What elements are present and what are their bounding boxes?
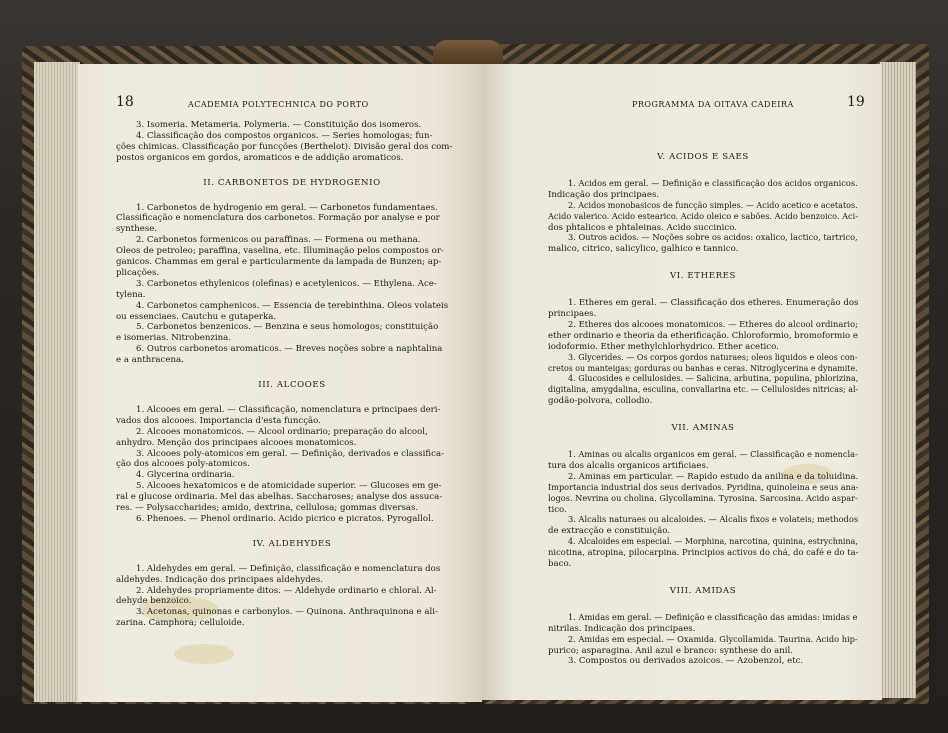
text-line: 3. Alcooes poly-atomicos em geral. — Definição, derivados e classifica-: [136, 448, 445, 459]
text-line: 2. Etheres dos alcooes monatomicos. — Etheres do alcool ordinario;: [568, 319, 858, 330]
text-line: 1. Aminas ou alcalis organicos em geral. — Classificação e nomencla-: [568, 450, 858, 460]
text-line: ether ordinario e theoria da etherificação. Chloroformio, bromoformio e: [548, 330, 858, 341]
text-line: nicotina, atropina, pilocarpina. Principios activos do chá, do café e do ta-: [548, 548, 859, 559]
section-heading: V. ACIDOS E SAES: [657, 152, 749, 162]
section-heading: VI. ETHERES: [669, 271, 737, 282]
text-line: 1. Aldehydes em geral. — Definição, classificação e nomenclatura dos: [136, 563, 441, 574]
text-line: iodoformio. Ether methylchlorhydrico. Ether acetico.: [548, 341, 779, 352]
text-line: malico, citrico, salicylico, galhico e tannico.: [548, 244, 739, 255]
text-line: 1. Amidas em geral. — Definição e classificação das amidas: imidas e: [568, 612, 858, 623]
text-line: 3. Compostos ou derivados azoicos. — Azobenzol, etc.: [568, 656, 804, 667]
text-line: zarina. Camphora; celluloide.: [116, 618, 245, 629]
text-line: 2. Aminas em particular. — Rapido estudo da anilina e da toluidina.: [568, 471, 859, 482]
text-line: postos organicos em gordos, aromaticos e de addição aromaticos.: [116, 152, 404, 163]
text-line: 2. Aldehydes propriamente ditos. — Aldehyde ordinario e chloral. Al-: [136, 585, 437, 596]
text-line: 5. Alcooes hexatomicos e de atomicidade superior. — Glucoses em ge-: [136, 481, 442, 492]
text-line: tylena.: [116, 289, 146, 300]
foxing-stain: [174, 644, 234, 664]
text-line: 2. Amidas em especial. — Oxamida. Glycollamida. Taurina. Acido hip-: [568, 634, 858, 645]
section-heading: II. CARBONETOS DE HYDROGENIO: [203, 177, 381, 188]
running-head-right: PROGRAMMA DA OITAVA CADEIRA: [632, 100, 794, 109]
text-line: 4. Alcaloides em especial. — Morphina, narcotina, quinina, estrychnina,: [568, 537, 858, 548]
text-line: nitrilas. Indicação dos principaes.: [548, 623, 696, 634]
text-line: ganicos. Chammas em geral e particularmente da lampada de Bunzen; ap-: [116, 257, 442, 267]
text-line: 2. Acidos monobasicos de funcção simples. — Acido acetico e acetatos.: [568, 200, 858, 211]
text-line: 3. Isomeria. Metameria. Polymeria. — Constituição dos isomeros.: [136, 120, 422, 130]
text-line: 6. Phenoes. — Phenol ordinario. Acido picrico e picratos. Pyrogallol.: [136, 513, 434, 524]
text-line: 1. Etheres em geral. — Classificação dos etheres. Enumeração dos: [568, 298, 859, 309]
text-line: purico; asparagina. Anil azul e branco: synthese do anil.: [548, 645, 793, 656]
text-line: e a anthracena.: [116, 355, 184, 366]
text-line: tico.: [548, 504, 567, 515]
text-line: godão-polvora, collodio.: [548, 396, 653, 407]
text-line: anhydro. Menção dos principaes alcooes monatomicos.: [116, 437, 357, 448]
text-line: vados dos alcooes. Importancia d'esta funcção.: [116, 415, 321, 426]
section-heading: III. ALCOOES: [258, 380, 326, 390]
text-line: ral e glucose ordinaria. Mel das abelhas. Saccharoses; analyse dos assuca-: [116, 492, 443, 503]
book-spine: [433, 40, 503, 66]
right-page: [482, 64, 882, 700]
text-line: dos phtalicos e phtaleinas. Acido succinico.: [548, 222, 737, 233]
text-line: ou essenciaes. Cautchu e gutaperka.: [116, 311, 277, 322]
section-heading: IV. ALDEHYDES: [252, 538, 332, 549]
text-line: Oleos de petroleo; paraffina, vaselina, etc. Illuminação pelos compostos or-: [116, 246, 444, 257]
page-number-right: 19: [847, 94, 865, 110]
left-page: [78, 64, 482, 702]
text-line: Indicação dos principaes.: [548, 189, 660, 200]
text-line: Importancia industrial dos seus derivados. Pyridina, quinoleina e seus ana-: [548, 482, 859, 493]
text-line: 3. Alcalis naturaes ou alcaloides. — Alcalis fixos e volateis; methodos: [568, 515, 859, 526]
text-line: 1. Carbonetos de hydrogenio em geral. — Carbonetos fundamentaes.: [136, 202, 438, 213]
text-line: ções chimicas. Classificação por funcções (Berthelot). Divisão geral dos com-: [116, 141, 453, 152]
text-line: tura dos alcalis organicos artificiaes.: [548, 460, 709, 471]
text-line: Acido valerico. Acido estearico. Acido oleico e sabões. Acido benzoico. Aci-: [548, 211, 859, 222]
text-line: 3. Glycerides. — Os corpos gordos naturaes; oleos liquidos e oleos con-: [568, 352, 858, 363]
text-line: 6. Outros carbonetos aromaticos. — Breves noções sobre a naphtalina: [136, 344, 443, 355]
text-line: Classificação e nomenclatura dos carbonetos. Formação por analyse e por: [116, 213, 440, 224]
text-line: dehyde benzoico.: [116, 596, 192, 607]
text-line: synthese.: [116, 224, 158, 235]
text-line: 5. Carbonetos benzenicos. — Benzina e seus homologos; constituição: [136, 322, 439, 333]
text-line: de extracção e constituição.: [548, 526, 670, 537]
text-line: ção dos alcooes poly-atomicos.: [116, 459, 250, 470]
text-line: baco.: [548, 559, 572, 569]
text-line: 1. Alcooes em geral. — Classificação, nomenclatura e principaes deri-: [136, 404, 441, 415]
text-line: 4. Glucosides e cellulosides. — Salicina, arbutina, populina, phlorizina,: [568, 374, 859, 385]
text-line: 4. Carbonetos camphenicos. — Essencia de terebinthina. Oleos volateis: [136, 300, 449, 311]
running-head-left: ACADEMIA POLYTECHNICA DO PORTO: [188, 100, 369, 109]
text-line: 2. Carbonetos formenicos ou paraffinas. — Formena ou methana.: [136, 235, 421, 246]
text-line: 2. Alcooes monatomicos. — Alcool ordinario; preparação do alcool,: [136, 426, 428, 437]
text-line: digitalina, amygdalina, esculina, convallarina etc. — Cellulosides nitricas; al-: [548, 385, 859, 396]
text-line: 4. Glycerina ordinaria.: [136, 470, 235, 481]
text-line: 3. Carbonetos ethylenicos (olefinas) e acetylenicos. — Ethylena. Ace-: [136, 278, 437, 289]
text-line: 3. Outros acidos. — Noções sobre os acidos: oxalico, lactico, tartrico,: [568, 233, 858, 244]
page-number-left: 18: [116, 94, 134, 110]
text-line: e isomerias. Nitrobenzina.: [116, 333, 232, 344]
text-line: logos. Nevrina ou cholina. Glycollamina. Tyrosina. Sarcosina. Acido aspar-: [548, 493, 858, 504]
section-heading: VIII. AMIDAS: [669, 585, 737, 596]
text-line: 3. Acetonas, quinonas e carbonylos. — Quinona. Anthraquinona e ali-: [136, 607, 438, 618]
text-line: res. — Polysaccharides; amido, dextrina, cellulosa; gommas diversas.: [116, 503, 419, 513]
left-page-edges: [34, 62, 80, 702]
text-line: principaes.: [548, 309, 597, 319]
section-heading: VII. AMINAS: [671, 423, 735, 434]
text-line: aldehydes. Indicação dos principaes aldehydes.: [116, 574, 323, 585]
text-line: 4. Classificação dos compostos organicos. — Series homologas; fun-: [136, 130, 433, 141]
text-line: 1. Acidos em geral. — Definição e classificação dos acidos organicos.: [568, 178, 858, 189]
text-line: plicações.: [116, 267, 160, 278]
text-line: cretos ou manteigas; gorduras ou banhas e ceras. Nitroglycerina e dynamite.: [548, 363, 858, 374]
right-page-edges: [880, 62, 916, 698]
